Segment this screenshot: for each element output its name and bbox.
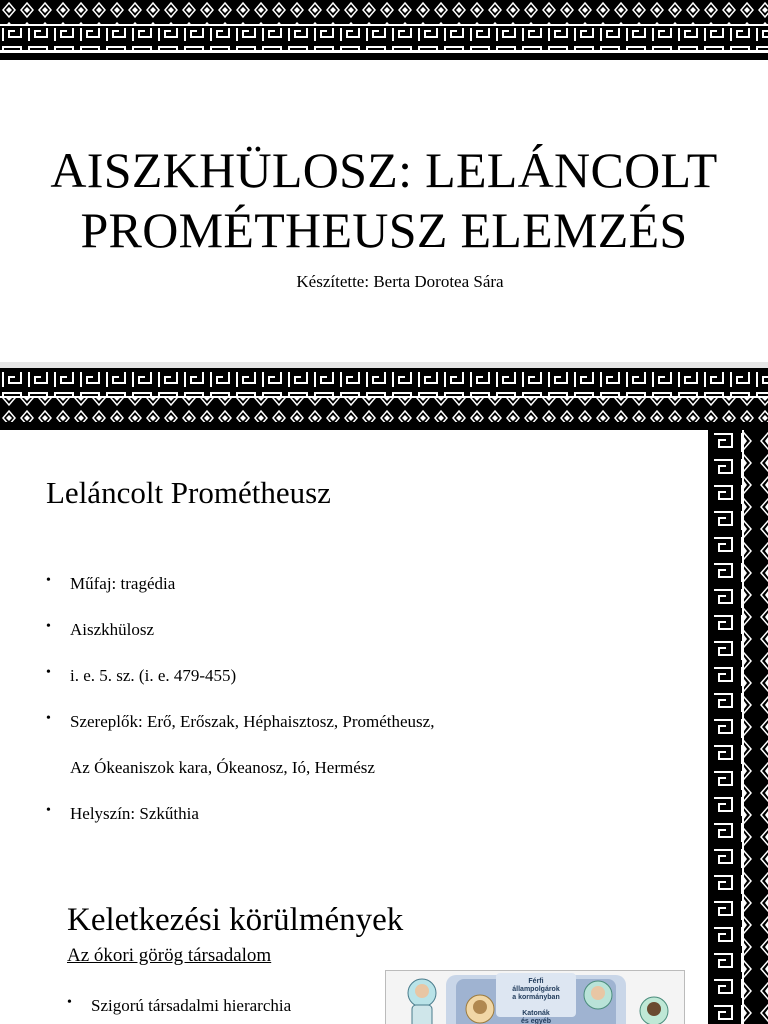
person-icon	[584, 981, 612, 1009]
bullet-dot-icon: •	[67, 995, 72, 1010]
greek-key-border-top	[0, 0, 768, 60]
image-label: és egyéb	[521, 1018, 551, 1024]
society-illustration	[386, 971, 684, 1024]
bullet-list	[46, 574, 434, 850]
title-line-2: PROMÉTHEUSZ ELEMZÉS	[80, 202, 688, 258]
list-item: • Helyszín: Szkűthia	[46, 803, 199, 823]
section-title: Keletkezési körülmények	[67, 902, 404, 938]
list-item-continuation: Az Ókeaniszok kara, Ókeanosz, Ió, Hermész	[70, 758, 375, 777]
list-item: • Műfaj: tragédia	[46, 573, 176, 593]
greek-key-border-right	[708, 430, 768, 1024]
soldier-icon	[466, 995, 494, 1023]
person-icon	[640, 997, 668, 1024]
bullet-dot-icon: •	[46, 711, 51, 726]
person-icon	[408, 979, 436, 1024]
title-line-1: AISZKHÜLOSZ: LELÁNCOLT	[50, 142, 718, 198]
list-item: • Szereplők: Erő, Erőszak, Héphaisztosz, Prométheusz,	[46, 711, 435, 731]
author-line: Készítette: Berta Dorotea Sára	[296, 272, 504, 291]
content-slide	[0, 368, 768, 1024]
list-item: • Szigorú társadalmi hierarchia	[67, 995, 292, 1015]
presentation-title	[0, 140, 768, 260]
image-label: Férfi	[528, 978, 544, 985]
bullet-dot-icon: •	[46, 573, 51, 588]
image-label: állampolgárok	[512, 986, 560, 993]
bullet-dot-icon: •	[46, 665, 51, 680]
bullet-dot-icon: •	[46, 803, 51, 818]
image-label: Katonák	[522, 1010, 550, 1017]
title-slide	[0, 0, 768, 362]
image-label: a kormányban	[512, 994, 560, 1001]
list-item: • Aiszkhülosz	[46, 619, 155, 639]
slide-title: Leláncolt Prométheusz	[46, 475, 331, 510]
bullet-dot-icon: •	[46, 619, 51, 634]
section-subtitle: Az ókori görög társadalom	[67, 945, 272, 966]
list-item: • i. e. 5. sz. (i. e. 479-455)	[46, 665, 237, 685]
greek-key-border-middle	[0, 368, 768, 430]
society-pyramid-image	[385, 970, 685, 1024]
